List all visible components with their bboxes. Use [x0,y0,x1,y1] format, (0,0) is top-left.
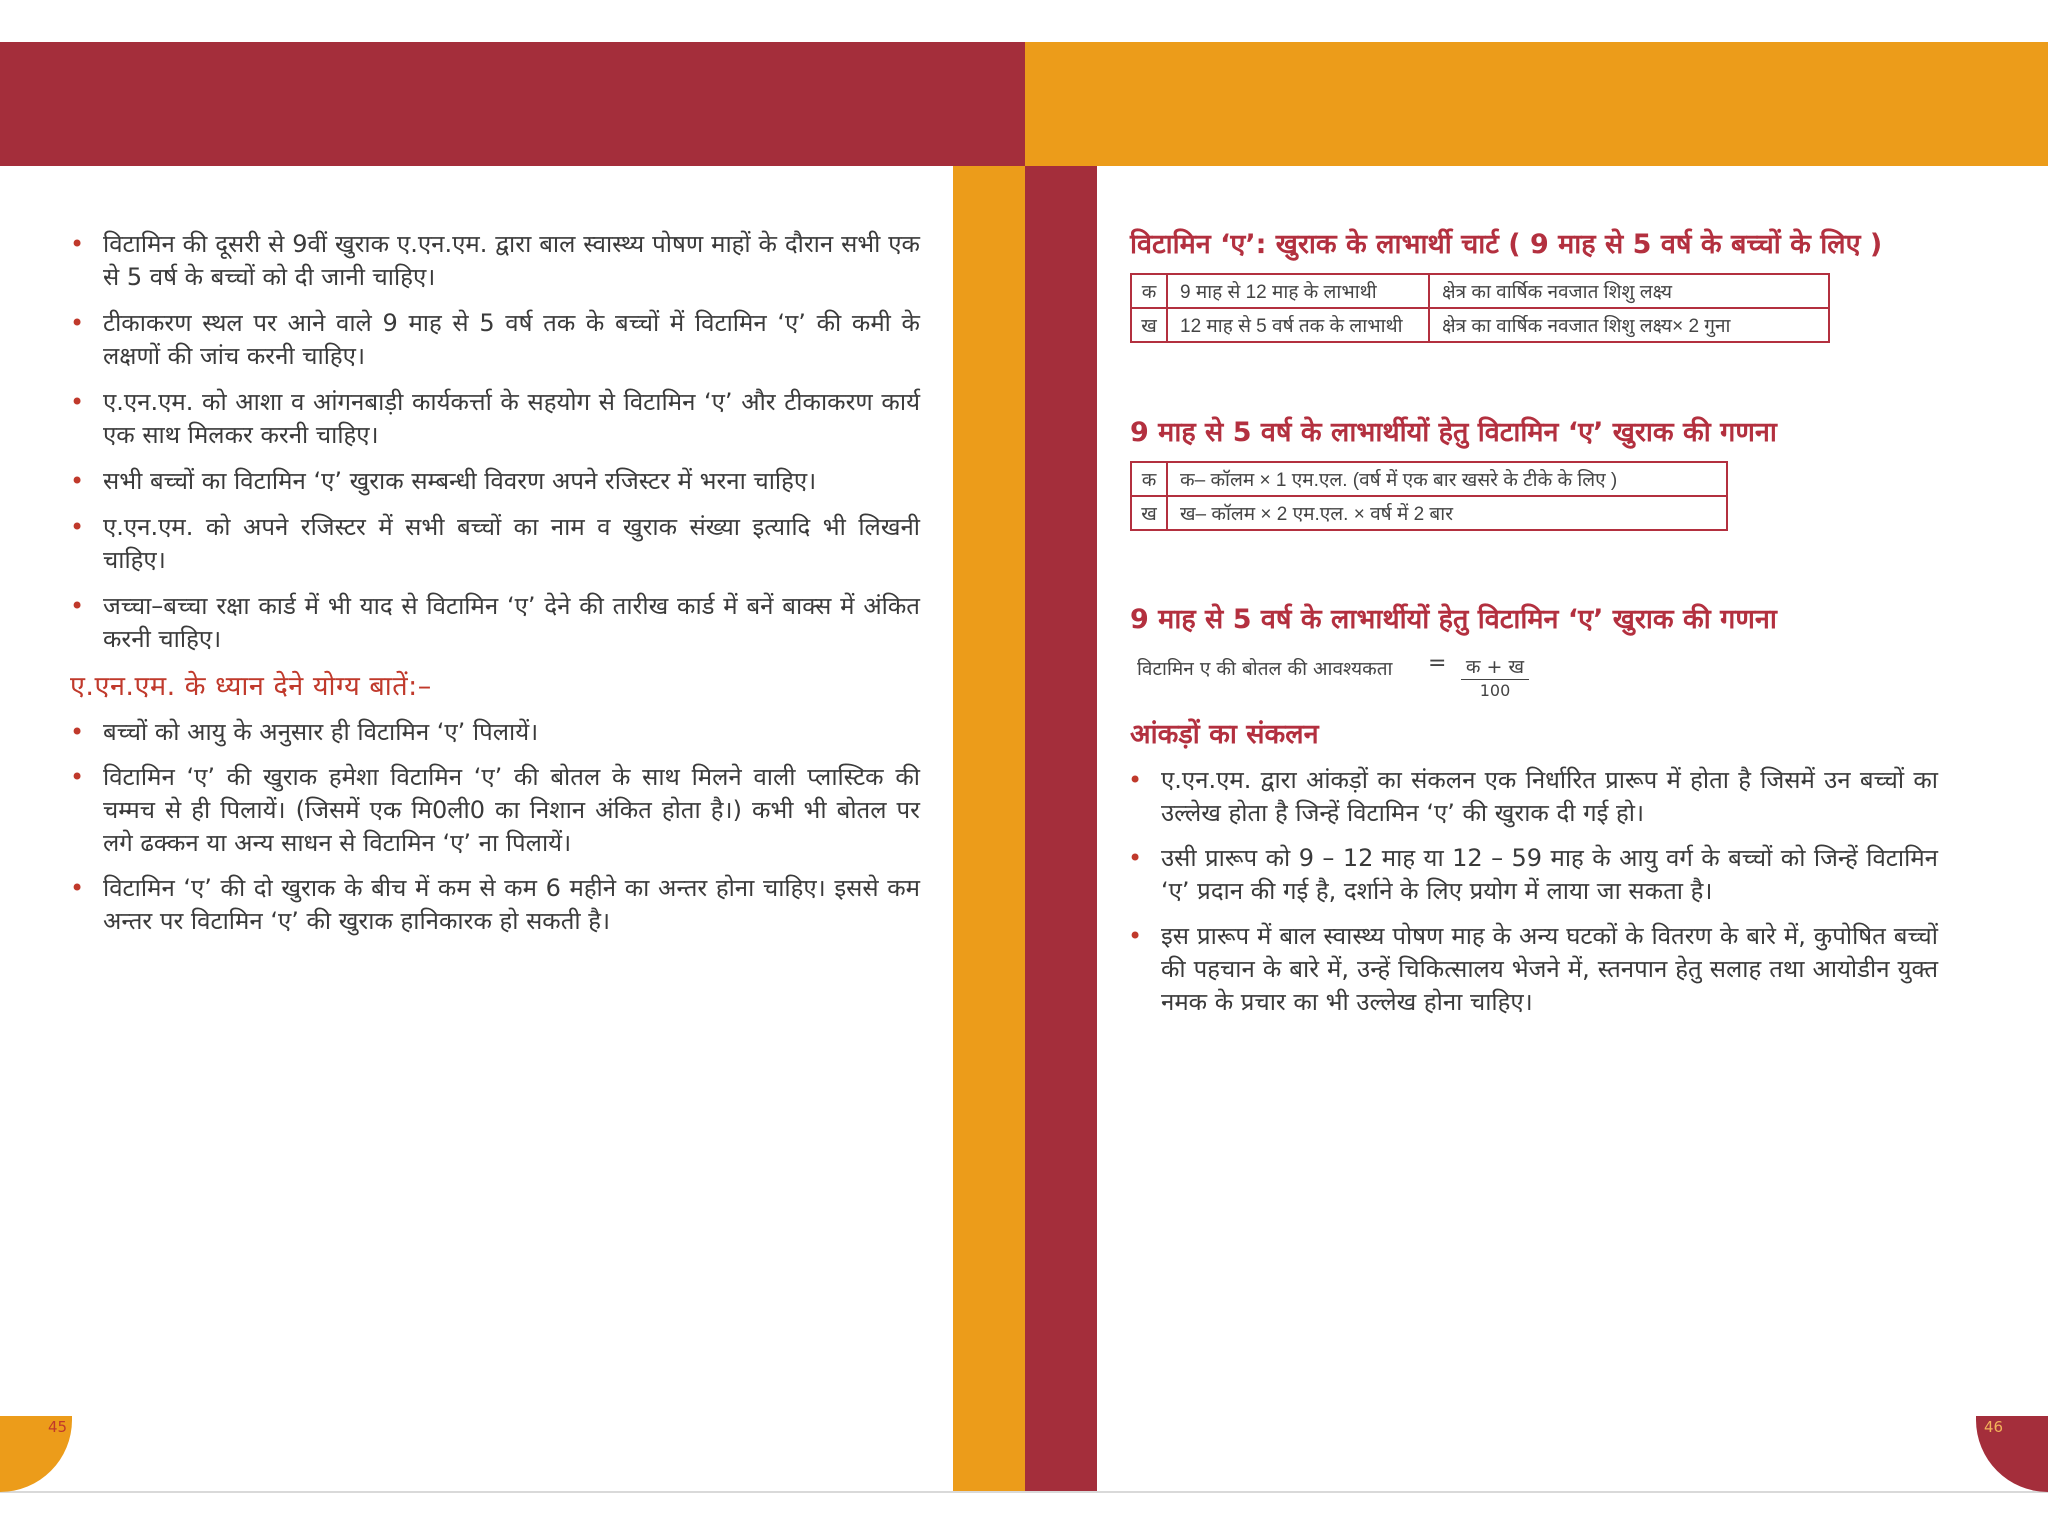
dose-calculation-title: 9 माह से 5 वर्ष के लाभार्थीयों हेतु विटामिन ‘ए’ खुराक की गणना [1130,417,1777,448]
table-row [1131,274,1829,308]
table-cell: क्षेत्र का वार्षिक नवजात शिशु लक्ष्य [1429,274,1829,308]
list-item: • ए.एन.एम. द्वारा आंकड़ों का संकलन एक निर्धारित प्रारूप में होता है जिसमें उन बच्चों का उल्लेख होता है जिन्हें विटामिन ‘ए’ की खुराक दी गई हो। [1128,764,1938,830]
table-row [1131,496,1727,530]
header-band-right [1025,42,2048,166]
table-cell: क्षेत्र का वार्षिक नवजात शिशु लक्ष्य× 2 गुना [1429,308,1829,342]
table-cell: ख [1131,308,1167,342]
list-item: • विटामिन की दूसरी से 9वीं खुराक ए.एन.एम. द्वारा बाल स्वास्थ्य पोषण माहों के दौरान सभी एक से 5 वर्ष के बच्चों को दी जानी चाहिए। [70,228,920,294]
footer-rule [0,1491,2048,1493]
list-item: • विटामिन ‘ए’ की दो खुराक के बीच में कम से कम 6 महीने का अन्तर होना चाहिए। इससे कम अन्तर पर विटामिन ‘ए’ की खुराक हानिकारक हो सकती है। [70,872,920,938]
spine-red-strip [1025,166,1097,1492]
table-cell: क [1131,462,1167,496]
anm-notes-heading: ए.एन.एम. के ध्यान देने योग्य बातें:– [70,671,432,702]
data-compilation-list [1128,764,1938,1031]
anm-notes-list [70,716,920,950]
page-number-left: 45 [48,1418,68,1436]
header-band-left [0,42,1025,166]
beneficiary-chart-table [1130,273,1830,343]
list-item: • ए.एन.एम. को आशा व आंगनबाड़ी कार्यकर्त्ता के सहयोग से विटामिन ‘ए’ और टीकाकरण कार्य एक साथ मिलकर करनी चाहिए। [70,386,920,452]
table-cell: क– कॉलम × 1 एम.एल. (वर्ष में एक बार खसरे के टीके के लिए ) [1167,462,1727,496]
formula-fraction [1461,655,1529,702]
left-bullet-list [70,228,920,669]
beneficiary-chart-title: विटामिन ‘ए’: खुराक के लाभार्थी चार्ट ( 9 माह से 5 वर्ष के बच्चों के लिए ) [1130,229,1883,260]
list-item: • विटामिन ‘ए’ की खुराक हमेशा विटामिन ‘ए’ की बोतल के साथ मिलने वाली प्लास्टिक की चम्मच से ही पिलायें। (जिसमें एक मि0ली0 का निशान अंकित होता है।) कभी भी बोतल पर लगे ढक्कन या अन्य साधन से विटामिन ‘ए’ ना पिलायें। [70,761,920,860]
list-item: • सभी बच्चों का विटामिन ‘ए’ खुराक सम्बन्धी विवरण अपने रजिस्टर में भरना चाहिए। [70,465,920,498]
page-number-right: 46 [1984,1418,2004,1436]
data-compilation-title: आंकड़ों का संकलन [1130,719,1319,750]
bottle-calculation-title: 9 माह से 5 वर्ष के लाभार्थीयों हेतु विटामिन ‘ए’ खुराक की गणना [1130,604,1777,635]
table-cell: ख– कॉलम × 2 एम.एल. × वर्ष में 2 बार [1167,496,1727,530]
formula-numerator: क + ख [1461,655,1529,680]
list-item: • इस प्रारूप में बाल स्वास्थ्य पोषण माह के अन्य घटकों के वितरण के बारे में, कुपोषित बच्चों की पहचान के बारे में, उन्हें चिकित्सालय भेजने में, स्तनपान हेतु सलाह तथा आयोडीन युक्त नमक के प्रचार का भी उल्लेख होना चाहिए। [1128,920,1938,1019]
formula-equals-sign: = [1428,651,1447,676]
table-row [1131,462,1727,496]
table-cell: ख [1131,496,1167,530]
formula-denominator: 100 [1479,681,1511,700]
list-item: • ए.एन.एम. को अपने रजिस्टर में सभी बच्चों का नाम व खुराक संख्या इत्यादि भी लिखनी चाहिए। [70,511,920,577]
table-cell: 9 माह से 12 माह के लाभाथी [1167,274,1429,308]
list-item: • जच्चा–बच्चा रक्षा कार्ड में भी याद से विटामिन ‘ए’ देने की तारीख कार्ड में बनें बाक्स में अंकित करनी चाहिए। [70,590,920,656]
formula-label: विटामिन ए की बोतल की आवश्यकता [1137,658,1393,680]
list-item: • बच्चों को आयु के अनुसार ही विटामिन ‘ए’ पिलायें। [70,716,920,749]
spine-orange-strip [953,166,1025,1492]
table-cell: 12 माह से 5 वर्ष तक के लाभाथी [1167,308,1429,342]
table-row [1131,308,1829,342]
list-item: • टीकाकरण स्थल पर आने वाले 9 माह से 5 वर्ष तक के बच्चों में विटामिन ‘ए’ की कमी के लक्षणों की जांच करनी चाहिए। [70,307,920,373]
table-cell: क [1131,274,1167,308]
list-item: • उसी प्रारूप को 9 – 12 माह या 12 – 59 माह के आयु वर्ग के बच्चों को जिन्हें विटामिन ‘ए’ प्रदान की गई है, दर्शाने के लिए प्रयोग में लाया जा सकता है। [1128,842,1938,908]
dose-calculation-table [1130,461,1728,531]
